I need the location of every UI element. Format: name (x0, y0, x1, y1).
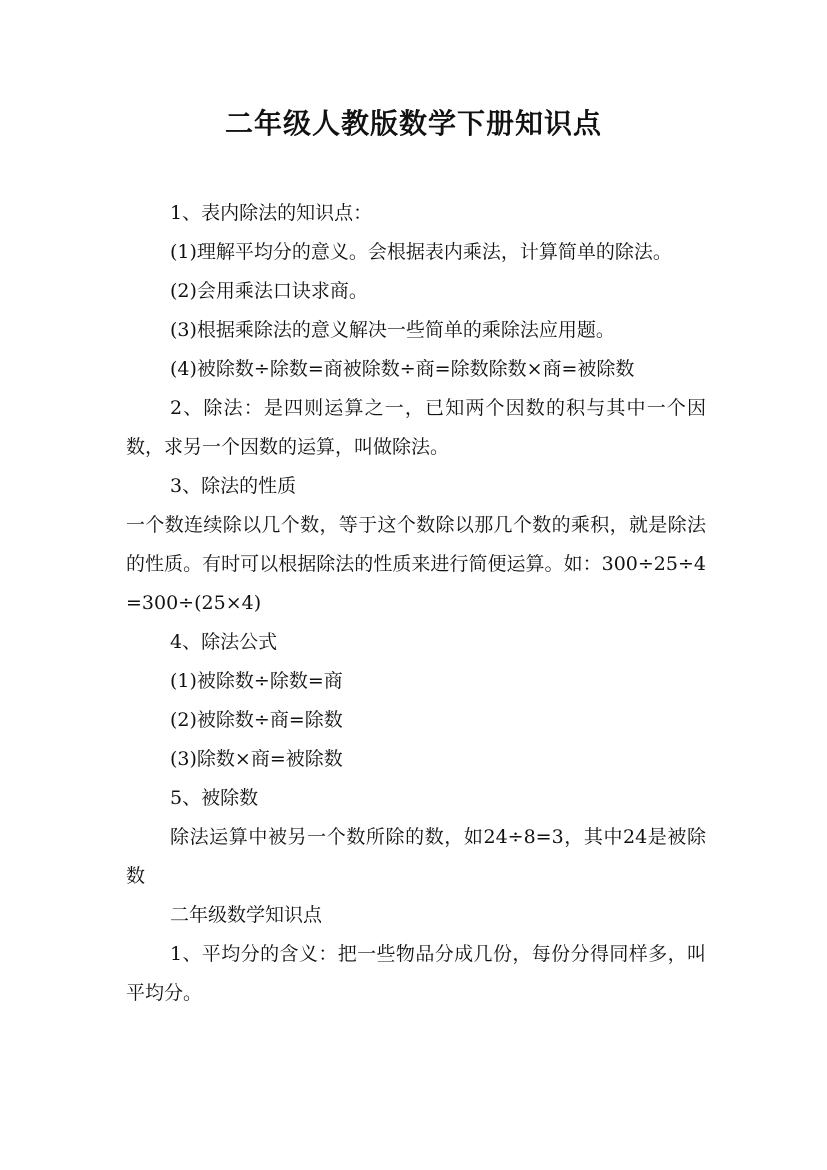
paragraph-4-2: (2)被除数÷商=除数 (170, 709, 343, 731)
section-heading-grade-two: 二年级数学知识点 (170, 904, 323, 926)
paragraph-4-1: (1)被除数÷除数=商 (170, 670, 343, 692)
paragraph-average-division: 1、平均分的含义：把一些物品分成几份，每份分得同样多，叫平均分。 (126, 943, 706, 1004)
paragraph-1-1: (1)理解平均分的意义。会根据表内乘法，计算简单的除法。 (170, 241, 672, 263)
paragraph-4-heading: 4、除法公式 (170, 631, 278, 653)
paragraph-3-body: 一个数连续除以几个数，等于这个数除以那几个数的乘积，就是除法的性质。有时可以根据除法的性质来进行简便运算。如：300÷25÷4=300÷(25×4) (126, 514, 706, 614)
paragraph-4-3: (3)除数×商=被除数 (170, 748, 343, 770)
paragraph-3-heading: 3、除法的性质 (170, 475, 297, 497)
paragraph-5-body: 除法运算中被另一个数所除的数，如24÷8=3，其中24是被除数 (126, 826, 706, 887)
paragraph-1-2: (2)会用乘法口诀求商。 (170, 280, 368, 302)
paragraph-2-definition: 2、除法：是四则运算之一，已知两个因数的积与其中一个因数，求另一个因数的运算，叫做除法。 (126, 397, 706, 458)
paragraph-1-3: (3)根据乘除法的意义解决一些简单的乘除法应用题。 (170, 319, 615, 341)
paragraph-1-4: (4)被除数÷除数=商被除数÷商=除数除数×商=被除数 (170, 358, 635, 380)
paragraph-5-heading: 5、被除数 (170, 787, 259, 809)
paragraph-1-heading: 1、表内除法的知识点： (170, 202, 373, 224)
document-title: 二年级人教版数学下册知识点 (224, 107, 602, 140)
document-body (126, 194, 706, 1013)
